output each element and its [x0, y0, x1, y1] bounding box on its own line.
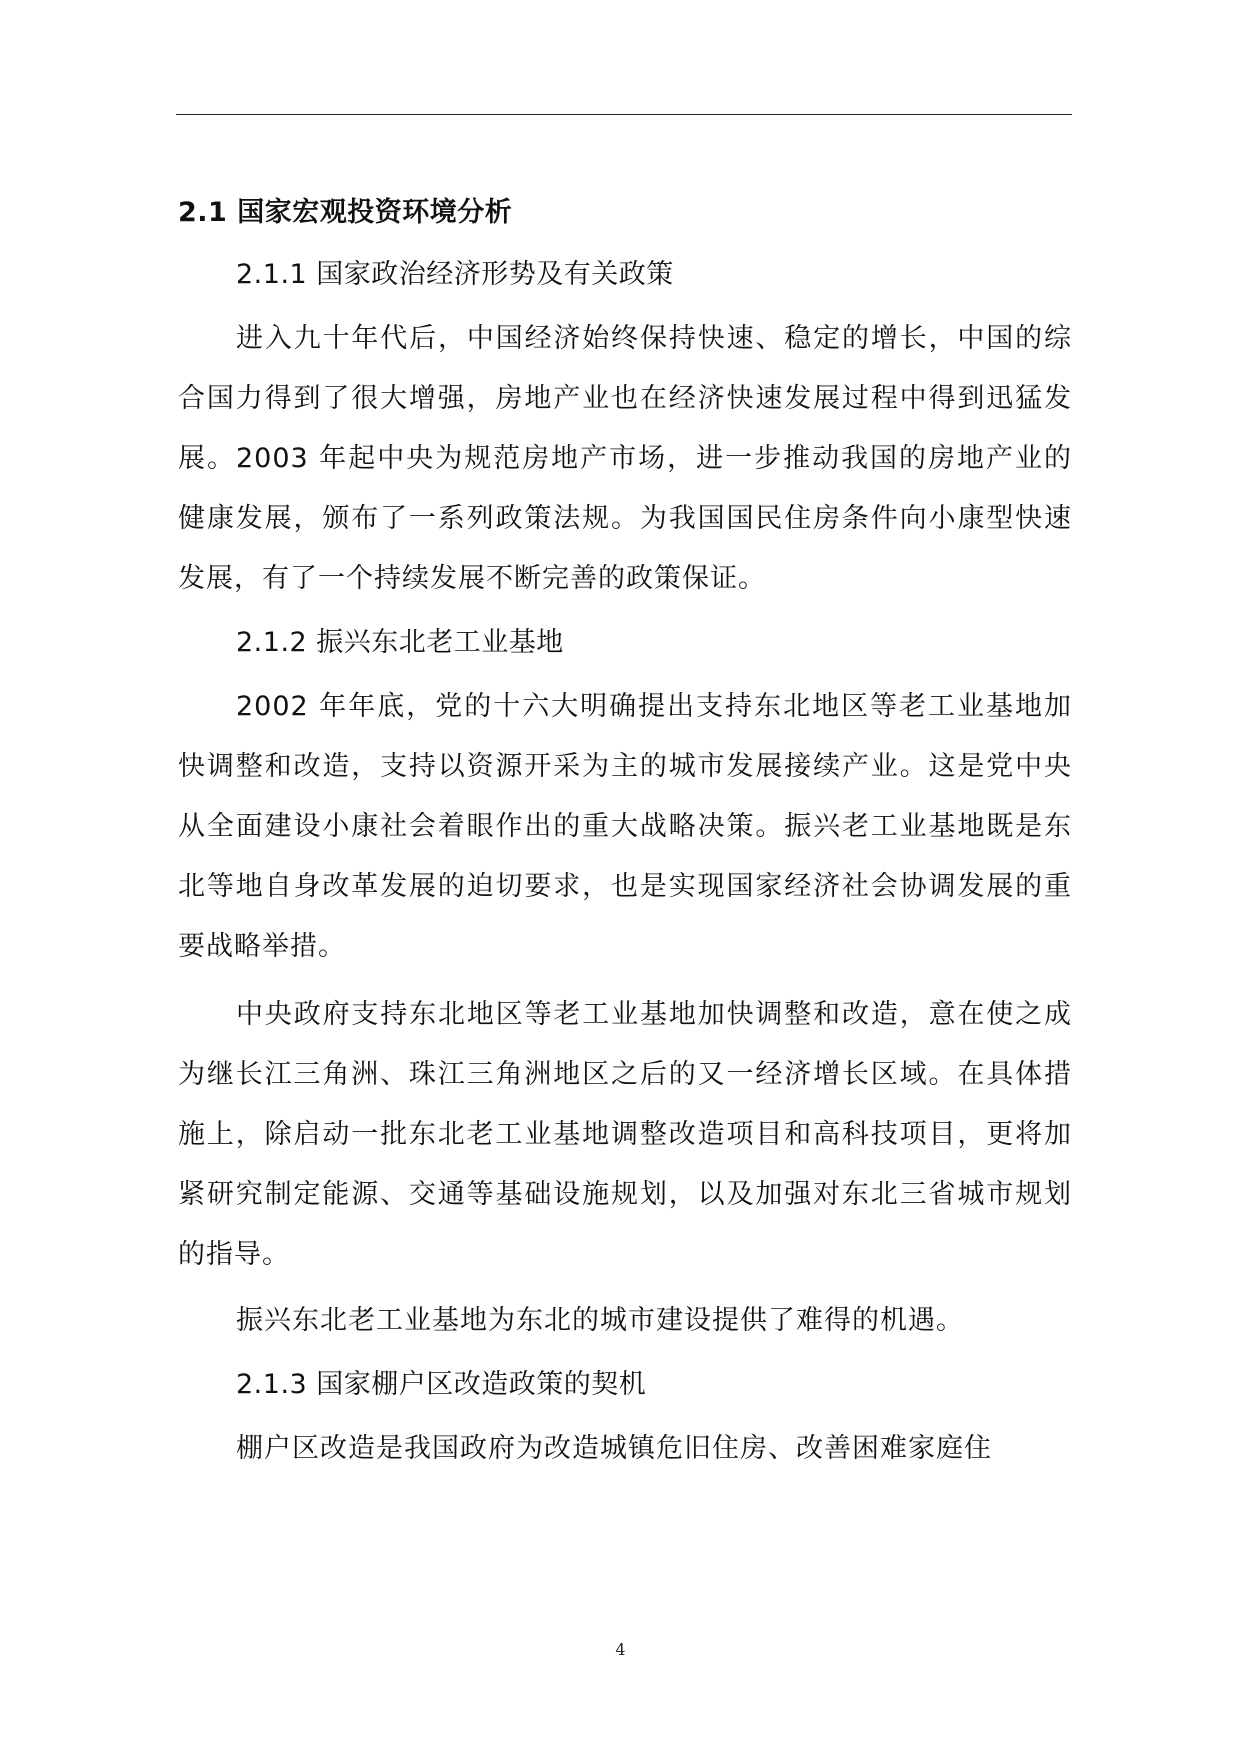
paragraph: 振兴东北老工业基地为东北的城市建设提供了难得的机遇。	[236, 1305, 964, 1336]
paragraph: 中央政府支持东北地区等老工业基地加快调整和改造，意在使之成为继长江三角洲、珠江三角洲地区之后的又一经济增长区域。在具体措施上，除启动一批东北老工业基地调整改造项目和高科技项目，更将加紧研究制定能源、交通等基础设施规划，以及加强对东北三省城市规划的指导。	[178, 999, 1072, 1270]
subsection-heading: 2.1.1 国家政治经济形势及有关政策	[236, 259, 674, 290]
subsection-heading: 2.1.2 振兴东北老工业基地	[236, 627, 564, 658]
paragraph: 进入九十年代后，中国经济始终保持快速、稳定的增长，中国的综合国力得到了很大增强，房地产业也在经济快速发展过程中得到迅猛发展。2003 年起中央为规范房地产市场，进一步推动我国的房地产业的健康发展，颁布了一系列政策法规。为我国国民住房条件向小康型快速发展，有了一个持续发展不断完善的政策保证。	[178, 323, 1072, 594]
subsection-heading: 2.1.3 国家棚户区改造政策的契机	[236, 1369, 647, 1400]
paragraph: 2002 年年底，党的十六大明确提出支持东北地区等老工业基地加快调整和改造，支持以资源开采为主的城市发展接续产业。这是党中央从全面建设小康社会着眼作出的重大战略决策。振兴老工业基地既是东北等地自身改革发展的迫切要求，也是实现国家经济社会协调发展的重要战略举措。	[178, 691, 1072, 962]
document-body	[178, 185, 1072, 1479]
paragraph: 棚户区改造是我国政府为改造城镇危旧住房、改善困难家庭住	[236, 1433, 992, 1464]
section-heading: 2.1 国家宏观投资环境分析	[178, 197, 513, 228]
page-number: 4	[615, 1640, 626, 1659]
header-rule	[176, 114, 1072, 115]
